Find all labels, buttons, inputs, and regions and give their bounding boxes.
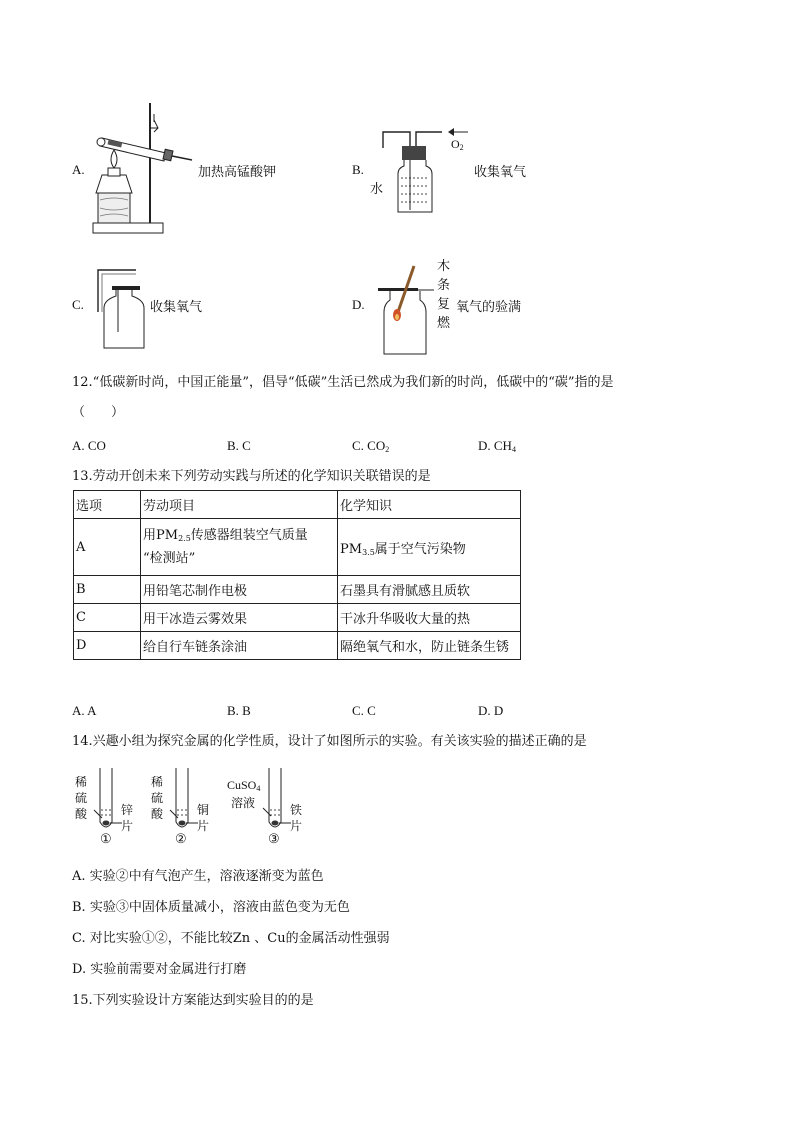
q13-option-c[interactable]: C. C bbox=[352, 703, 376, 718]
tube1-liquid-label: 稀 硫 酸 bbox=[75, 775, 88, 821]
test-tube-1-illustration bbox=[94, 768, 124, 832]
q12-stem: 12.“低碳新时尚，中国正能量”，倡导“低碳”生活已然成为我们新的时尚，低碳中的“碳”指的是 bbox=[72, 375, 614, 390]
tube2-metal-label: 铜 片 bbox=[197, 803, 210, 833]
q12-option-d[interactable]: D. $CH_4$ bbox=[478, 438, 516, 454]
water-label: 水 bbox=[370, 182, 384, 197]
table-header-row bbox=[74, 491, 521, 519]
table-row bbox=[74, 519, 521, 576]
tube3-liquid-word: 溶液 bbox=[231, 796, 256, 810]
tube2-number: ② bbox=[175, 832, 187, 847]
tube1-number: ① bbox=[100, 832, 112, 847]
q14-option-b[interactable]: B. 实验③中固体质量减小，溶液由蓝色变为无色 bbox=[72, 900, 350, 915]
q11-option-d-caption: 氧气的验满 bbox=[456, 300, 522, 315]
row-a-knowledge: $PM_{3.5}$属于空气污染物 bbox=[338, 519, 521, 576]
row-c-option: C bbox=[74, 604, 141, 632]
table-row bbox=[74, 632, 521, 660]
q11-option-b-letter: B. bbox=[352, 162, 364, 177]
q11-option-a-letter: A. bbox=[72, 162, 85, 177]
q13-table bbox=[73, 490, 521, 660]
oxygen-full-test-illustration bbox=[376, 262, 436, 356]
q12-answer-parentheses: （ ） bbox=[72, 405, 125, 420]
q11-option-d-letter: D. bbox=[352, 297, 365, 312]
header-knowledge: 化学知识 bbox=[338, 491, 521, 519]
q13-option-a[interactable]: A. A bbox=[72, 703, 97, 718]
row-b-project: 用铅笔芯制作电极 bbox=[141, 576, 338, 604]
header-project: 劳动项目 bbox=[141, 491, 338, 519]
q13-option-d[interactable]: D. D bbox=[478, 703, 504, 718]
oxygen-inflow-arrow-icon bbox=[448, 127, 468, 137]
kmno4-heating-apparatus-illustration bbox=[88, 98, 198, 238]
tube3-metal-label: 铁 片 bbox=[290, 803, 303, 833]
q11-option-a-caption: 加热高锰酸钾 bbox=[198, 165, 277, 180]
tube3-liquid-formula: CuSO$_4$ bbox=[227, 778, 261, 793]
upward-air-bottle-illustration bbox=[94, 262, 146, 350]
q14-option-c[interactable]: C. 对比实验①②，不能比较Zn 、Cu的金属活动性强弱 bbox=[72, 931, 390, 946]
row-b-knowledge: 石墨具有滑腻感且质软 bbox=[338, 576, 521, 604]
q12-option-a[interactable]: A. CO bbox=[72, 438, 106, 453]
row-d-project: 给自行车链条涂油 bbox=[141, 632, 338, 660]
row-a-project: 用$PM_{2.5}$传感器组装空气质量 “检测站” bbox=[141, 519, 338, 576]
header-option: 选项 bbox=[74, 491, 141, 519]
q14-option-a[interactable]: A. 实验②中有气泡产生，溶液逐渐变为蓝色 bbox=[72, 869, 324, 884]
stick-label: 木 条 复 燃 bbox=[437, 259, 451, 331]
q12-option-b[interactable]: B. C bbox=[227, 438, 251, 453]
q14-stem: 14.兴趣小组为探究金属的化学性质，设计了如图所示的实验。有关该实验的描述正确的是 bbox=[72, 734, 587, 749]
row-c-knowledge: 干冰升华吸收大量的热 bbox=[338, 604, 521, 632]
test-tube-2-illustration bbox=[170, 768, 200, 832]
row-d-knowledge: 隔绝氧气和水，防止链条生锈 bbox=[338, 632, 521, 660]
q14-option-d[interactable]: D. 实验前需要对金属进行打磨 bbox=[72, 962, 247, 977]
row-c-project: 用干冰造云雾效果 bbox=[141, 604, 338, 632]
row-d-option: D bbox=[74, 632, 141, 660]
table-row bbox=[74, 576, 521, 604]
oxygen-label: $O_2$ bbox=[451, 137, 464, 152]
q12-option-c[interactable]: C. $CO_2$ bbox=[352, 438, 390, 454]
q15-stem: 15.下列实验设计方案能达到实验目的的是 bbox=[72, 993, 314, 1008]
q13-stem: 13.劳动开创未来下列劳动实践与所述的化学知识关联错误的是 bbox=[72, 469, 431, 484]
q13-option-b[interactable]: B. B bbox=[227, 703, 251, 718]
tube2-liquid-label: 稀 硫 酸 bbox=[151, 775, 164, 821]
tube1-metal-label: 锌 片 bbox=[121, 803, 134, 833]
table-row bbox=[74, 604, 521, 632]
q11-option-c-caption: 收集氧气 bbox=[150, 300, 203, 315]
q11-option-c-letter: C. bbox=[72, 297, 84, 312]
row-b-option: B bbox=[74, 576, 141, 604]
test-tube-3-illustration bbox=[263, 768, 293, 832]
row-a-option: A bbox=[74, 519, 141, 576]
q11-option-b-caption: 收集氧气 bbox=[474, 165, 527, 180]
tube3-number: ③ bbox=[268, 832, 280, 847]
